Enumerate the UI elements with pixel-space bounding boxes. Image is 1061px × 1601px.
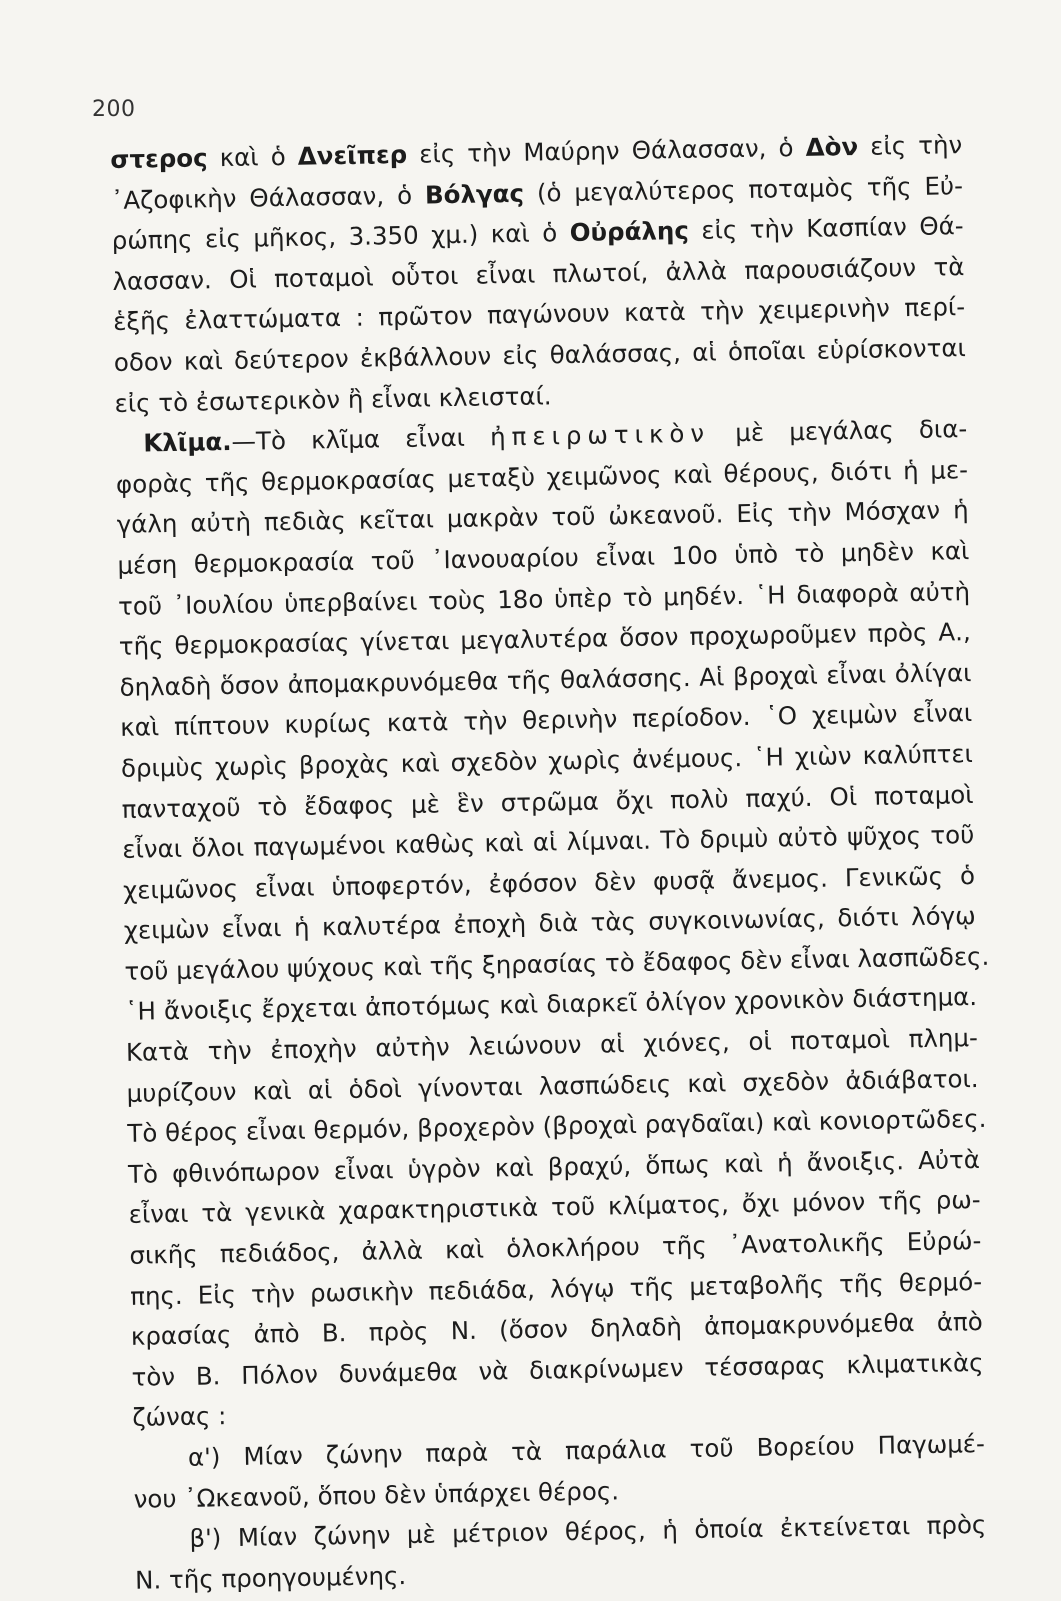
body-text [110, 125, 990, 1601]
bold-term: στερος [110, 143, 208, 174]
text-span: καὶ ὁ [207, 141, 299, 173]
text-span: —Τὸ κλῖμα εἶναι [231, 422, 491, 457]
text-line: Τὸ θέρος εἶναι θερμόν, βροχερὸν (βροχαὶ ραγδαῖαι) καὶ κονιορτῶδες. [127, 1104, 987, 1149]
section-heading: Κλῖμα. [143, 427, 232, 458]
text-line: τῆς θερμοκρασίας γίνεται μεγαλυτέρα ὅσον προχωροῦμεν πρὸς Α., [118, 617, 971, 662]
text-line: σικῆς πεδιάδος, ἀλλὰ καὶ ὁλοκλήρου τῆς ᾿Ανατολικῆς Εὐρώ- [129, 1225, 982, 1270]
text-line: πης. Εἰς τὴν ρωσικὴν πεδιάδα, λόγῳ τῆς μεταβολῆς τῆς θερμό- [129, 1266, 983, 1311]
text-span: (ὁ μεγαλύτερος ποταμὸς τῆς Εὐ- [523, 170, 964, 208]
text-span: ᾿Αζοφικὴν Θάλασσαν, ὁ [110, 180, 426, 215]
text-line: οδον καὶ δεύτερον ἐκβάλλουν εἰς θαλάσσας, αἱ ὁποῖαι εὑρίσκονται [113, 333, 967, 377]
text-line: τοῦ μεγάλου ψύχους καὶ τῆς ξηρασίας τὸ ἔδαφος δὲν εἶναι λασπῶδες. [124, 941, 990, 986]
list-item: α') Μίαν ζώνην παρὰ τὰ παράλια τοῦ Βορείου Παγωμέ- [187, 1428, 986, 1472]
text-span: εἰς τὴν Μαύρην Θάλασσαν, ὁ [406, 132, 806, 169]
text-span: εἰς τὴν Κασπίαν Θά- [688, 211, 964, 246]
text-line: ῾Η ἄνοιξις ἔρχεται ἀποτόμως καὶ διαρκεῖ ὀλίγον χρονικὸν διάστημα. [124, 982, 978, 1027]
text-line: εἶναι ὅλοι παγωμένοι καθὼς καὶ αἱ λίμναι. Τὸ δριμὺ αὐτὸ ψῦχος τοῦ [122, 820, 975, 864]
text-line: δηλαδὴ ὅσον ἀπομακρυνόμεθα τῆς θαλάσσης. Αἱ βροχαὶ εἶναι ὀλίγαι [119, 657, 972, 702]
river-name: Δὸν [805, 131, 859, 162]
text-line: μυρίζουν καὶ αἱ ὁδοὶ γίνονται λασπώδεις καὶ σχεδὸν ἀδιάβατοι. [126, 1063, 979, 1108]
text-line: τοῦ ᾿Ιουλίου ὑπερβαίνει τοὺς 18ο ὑπὲρ τὸ μηδέν. ῾Η διαφορὰ αὐτὴ [117, 576, 971, 621]
text-line: γάλη αὐτὴ πεδιὰς κεῖται μακρὰν τοῦ ὠκεανοῦ. Εἰς τὴν Μόσχαν ἡ [116, 495, 969, 540]
text-line: κρασίας ἀπὸ Β. πρὸς Ν. (ὅσον δηλαδὴ ἀπομακρυνόμεθα ἀπὸ [130, 1307, 984, 1352]
text-line: δριμὺς χωρὶς βροχὰς καὶ σχεδὸν χωρὶς ἀνέμους. ῾Η χιὼν καλύπτει [120, 738, 974, 783]
list-item-cont: Ν. τῆς προηγουμένης. [134, 1560, 407, 1595]
text-line: εἰς τὸ ἐσωτερικὸν ἢ εἶναι κλεισταί. [114, 380, 552, 418]
text-span: μὲ μεγάλας δια- [709, 414, 968, 448]
text-line: ζώνας : [132, 1401, 227, 1433]
paragraph-lines [115, 450, 990, 1439]
river-name: Βόλγας [424, 178, 525, 210]
page-number: 200 [92, 97, 136, 122]
text-span: εἰς τὴν [857, 130, 963, 161]
text-line: Τὸ φθινόπωρον εἶναι ὑγρὸν καὶ βραχύ, ὅπως καὶ ἡ ἄνοιξις. Αὐτὰ [127, 1144, 981, 1189]
text-line: πανταχοῦ τὸ ἔδαφος μὲ ἓν στρῶμα ὄχι πολὺ παχύ. Οἱ ποταμοὶ [121, 779, 974, 824]
text-line: φορὰς τῆς θερμοκρασίας μεταξὺ χειμῶνος καὶ θέρους, διότι ἡ με- [115, 454, 969, 499]
text-line: εἶναι τὰ γενικὰ χαρακτηριστικὰ τοῦ κλίματος, ὄχι μόνον τῆς ρω- [128, 1185, 981, 1230]
river-name: Οὐράλης [569, 216, 690, 248]
list-item: β') Μίαν ζώνην μὲ μέτριον θέρος, ἡ ὁποία ἐκτείνεται πρὸς [189, 1510, 987, 1554]
text-line: χειμὼν εἶναι ἡ καλυτέρα ἐποχὴ διὰ τὰς συγκοινωνίας, διότι λόγῳ [123, 901, 976, 946]
text-line: χειμῶνος εἶναι ὑποφερτόν, ἐφόσον δὲν φυσᾷ ἄνεμος. Γενικῶς ὁ [122, 860, 976, 905]
text-line: ἑξῆς ἐλαττώματα : πρῶτον παγώνουν κατὰ τὴν χειμερινὴν περί- [112, 292, 966, 337]
text-line: καὶ πίπτουν κυρίως κατὰ τὴν θερινὴν περίοδον. ῾Ο χειμὼν εἶναι [120, 698, 973, 743]
emphasis-word: ἠπειρωτικὸν [489, 418, 711, 452]
text-span: ρώπης εἰς μῆκος, 3.350 χμ.) καὶ ὁ [111, 218, 570, 256]
river-name: Δνεῖπερ [297, 139, 408, 171]
text-line: τὸν Β. Πόλον δυνάμεθα νὰ διακρίνωμεν τέσσαρας κλιματικὰς [131, 1347, 984, 1392]
text-line: Κατὰ τὴν ἐποχὴν αὐτὴν λειώνουν αἱ χιόνες, οἱ ποταμοὶ πλημ- [125, 1023, 979, 1067]
text-line: λασσαν. Οἱ ποταμοὶ οὗτοι εἶναι πλωτοί, ἀλλὰ παρουσιάζουν τὰ [112, 251, 965, 296]
text-line: μέση θερμοκρασία τοῦ ᾿Ιανουαρίου εἶναι 10ο ὑπὸ τὸ μηδὲν καὶ [117, 536, 970, 580]
list-item-cont: νου ᾿Ωκεανοῦ, ὅπου δὲν ὑπάρχει θέρος. [133, 1475, 620, 1514]
